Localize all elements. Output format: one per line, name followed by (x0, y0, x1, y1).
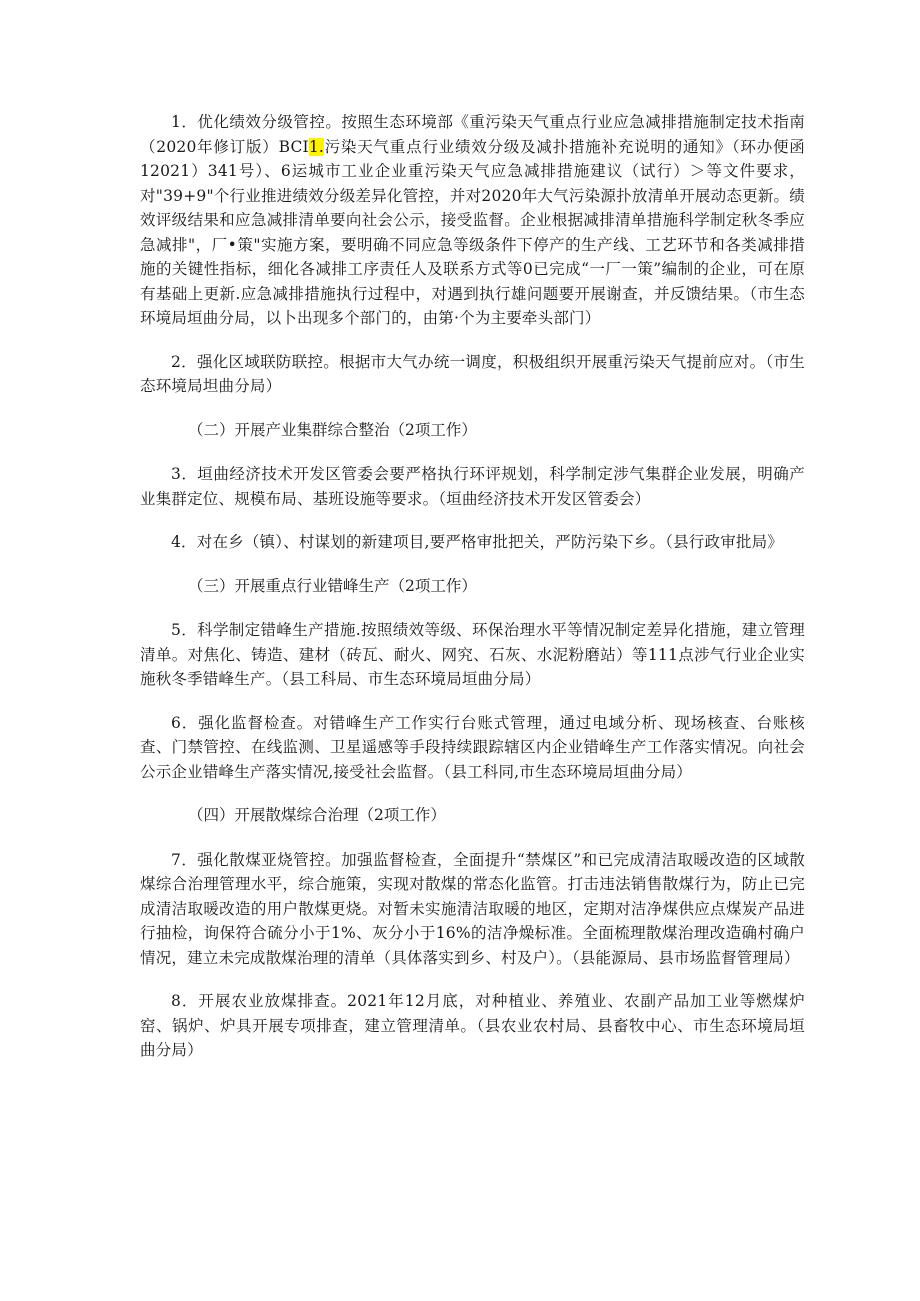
paragraph-4: 4．对在乡（镇）、村谋划的新建项目,要严格审批把关，严防污染下乡。（县行政审批局》 (171, 533, 783, 551)
paragraph-5: 5．科学制定错峰生产措施.按照绩效等级、环保治理水平等情况制定差异化措施，建立管理清单。对焦化、铸造、建材（砖瓦、耐火、网究、石灰、水泥粉磨站）等111点涉气行业企业实施秋冬季错峰生产。（县工科局、市生态环境局垣曲分局） (140, 621, 805, 688)
paragraph-6: 6．强化监督检查。对错峰生产工作实行台账式管理，通过电域分析、现场核查、台账核查、门禁管控、在线监测、卫星遥感等手段持续跟踪辖区内企业错峰生产工作落实情况。向社会公示企业错峰生产落实情况,接受社会监督。（县工科同,市生态环境局垣曲分局） (140, 713, 805, 781)
paragraph-2: 2．强化区域联防联控。根据市大气办统一调度，积极组织开展重污染天气提前应对。（市生态环境局坦曲分局） (140, 352, 805, 395)
highlighted-text: 1. (308, 137, 325, 156)
document-page (140, 110, 805, 1082)
paragraph-1-part-b: 污染天气重点行业绩效分级及减扑措施补充说明的通知》（环办便函12021）341号）、6运城市工业企业重污染天气应急减排措施建议（试行）＞等文件要求，对"39+9"个行业推进绩效分级差异化管控，并对2020年大气污染源扑放清单开展动态更新。绩效评级结果和应急减排清单要向社会公示，接受监督。企业根据减排清单措施科学制定秋冬季应急减排"，厂•策"实施方案，要明确不同应急等级条件下停产的生产线、工艺环节和各类减排措施的关键性指标，细化各减排工序责任人及联系方式等0已完成“一厂一策”编制的企业，可在原有基础上更新.应急减排措施执行过程中，对遇到执行雄问题要开展谢查，并反馈结果。（市生态环境局垣曲分局，以卜出现多个部门的，由第·个为主要牵头部门） (140, 137, 805, 327)
section-heading-3: （三）开展重点行业错峰生产（2项工作） (188, 576, 477, 595)
paragraph-7: 7．强化散煤亚烧管控。加强监督检查，全面提升“禁煤区”和已完成清洁取暖改造的区域散煤综合治理管理水平，综合施策，实现对散煤的常态化监管。打击违法销售散煤行为，防止已完成清洁取暖改造的用户散煤更烧。对暂未实施清洁取暖的地区，定期对洁净煤供应点煤炭产品进行抽检，询保符合硫分小于1%、灰分小于16%的洁净燥标准。全面梳理散煤治理改造确村确户情况，建立未完成散煤治理的清单（具体落实到乡、村及户）。（县能源局、县市场监督管理局） (140, 850, 805, 967)
section-heading-4: （四）开展散煤综合治理（2项工作） (188, 806, 446, 824)
paragraph-1-part-a: 1．优化绩效分级管控。按照生态环境部《重污染天气重点行业应急减排措施制定技术指南（2020年修订版）BCI (140, 113, 805, 156)
paragraph-3: 3．垣曲经济技术开发区管委会要严格执行环评规划，科学制定涉气集群企业发展，明确产业集群定位、规模布局、基班设施等要求。（垣曲经济技术开发区管委会） (140, 465, 805, 508)
section-heading-2: （二）开展产业集群综合整治（2项工作） (188, 420, 477, 439)
paragraph-8: 8．开展农业放煤排查。2021年12月底，对种植业、养殖业、农副产品加工业等燃煤炉窑、锅炉、炉具开展专项排查，建立管理清单。（县农业农村局、县畜牧中心、市生态环境局垣曲分局） (140, 992, 805, 1059)
paragraph-1 (140, 110, 805, 331)
